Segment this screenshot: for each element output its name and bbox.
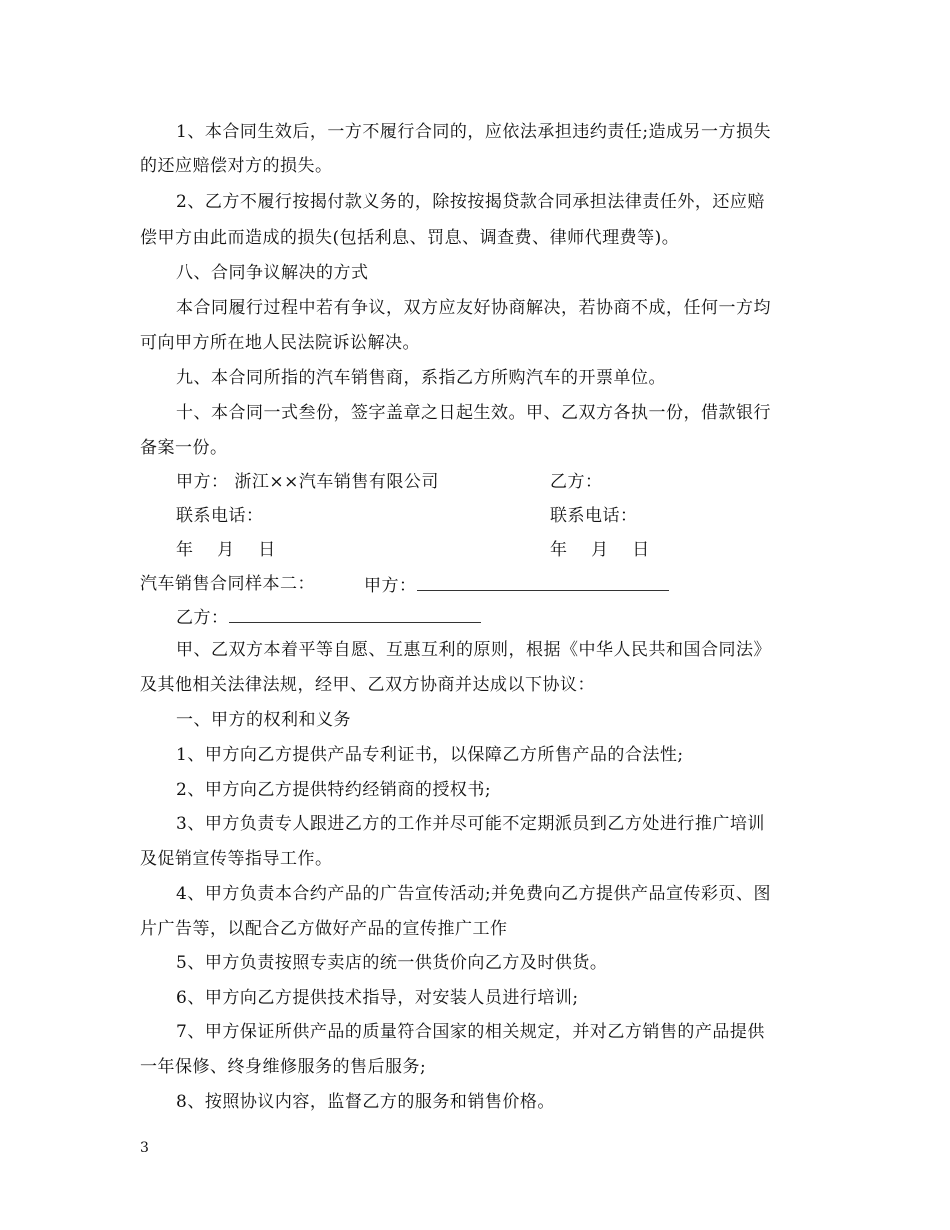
paragraph-line: 5、甲方负责按照专卖店的统一供货价向乙方及时供货。	[176, 953, 608, 973]
paragraph-line: 及促销宣传等指导工作。	[140, 849, 333, 869]
paragraph-line: 4、甲方负责本合约产品的广告宣传活动;并免费向乙方提供产品宣传彩页、图	[176, 884, 772, 904]
section-heading: 八、合同争议解决的方式	[176, 263, 369, 283]
paragraph-line: 偿甲方由此而造成的损失(包括利息、罚息、调查费、律师代理费等)。	[140, 228, 680, 248]
paragraph-line: 及其他相关法律法规，经甲、乙双方协商并达成以下协议：	[140, 675, 595, 695]
paragraph-line: 3、甲方负责专人跟进乙方的工作并尽可能不定期派员到乙方处进行推广培训	[176, 814, 765, 834]
party-a-signature: 甲方： 浙江××汽车销售有限公司	[176, 472, 439, 492]
party-b-blank	[229, 606, 481, 623]
paragraph-line: 7、甲方保证所供产品的质量符合国家的相关规定，并对乙方销售的产品提供	[176, 1022, 765, 1042]
party-b-phone: 联系电话：	[550, 506, 638, 526]
paragraph-line: 九、本合同所指的汽车销售商，系指乙方所购汽车的开票单位。	[176, 368, 666, 388]
paragraph-line: 甲、乙双方本着平等自愿、互惠互利的原则，根据《中华人民共和国合同法》	[176, 640, 771, 660]
paragraph-line: 本合同履行过程中若有争议，双方应友好协商解决，若协商不成，任何一方均	[176, 298, 771, 318]
page-number: 3	[140, 1140, 149, 1156]
party-b-field	[176, 606, 481, 628]
paragraph-line: 2、乙方不履行按揭付款义务的，除按按揭贷款合同承担法律责任外，还应赔	[176, 192, 765, 212]
sample-title: 汽车销售合同样本二：	[140, 574, 315, 594]
party-b-date: 年 月 日	[550, 540, 650, 560]
party-a-label: 甲方：	[364, 576, 417, 596]
party-a-blank	[417, 574, 669, 591]
paragraph-line: 8、按照协议内容，监督乙方的服务和销售价格。	[176, 1092, 555, 1112]
party-a-date: 年 月 日	[176, 540, 276, 560]
paragraph-line: 6、甲方向乙方提供技术指导，对安装人员进行培训;	[176, 988, 579, 1008]
paragraph-line: 的还应赔偿对方的损失。	[140, 156, 333, 176]
paragraph-line: 1、本合同生效后，一方不履行合同的，应依法承担违约责任;造成另一方损失	[176, 122, 772, 142]
party-a-field	[364, 574, 669, 596]
paragraph-line: 片广告等，以配合乙方做好产品的宣传推广工作	[140, 919, 508, 939]
paragraph-line: 1、甲方向乙方提供产品专利证书，以保障乙方所售产品的合法性;	[176, 745, 684, 765]
section-heading: 一、甲方的权利和义务	[176, 710, 351, 730]
paragraph-line: 一年保修、终身维修服务的售后服务;	[140, 1057, 427, 1077]
party-a-phone: 联系电话：	[176, 506, 264, 526]
paragraph-line: 2、甲方向乙方提供特约经销商的授权书;	[176, 780, 492, 800]
party-b-signature: 乙方：	[550, 472, 603, 492]
paragraph-line: 可向甲方所在地人民法院诉讼解决。	[140, 333, 420, 353]
paragraph-line: 十、本合同一式叁份，签字盖章之日起生效。甲、乙双方各执一份，借款银行	[176, 403, 771, 423]
party-b-label: 乙方：	[176, 608, 229, 628]
paragraph-line: 备案一份。	[140, 438, 228, 458]
